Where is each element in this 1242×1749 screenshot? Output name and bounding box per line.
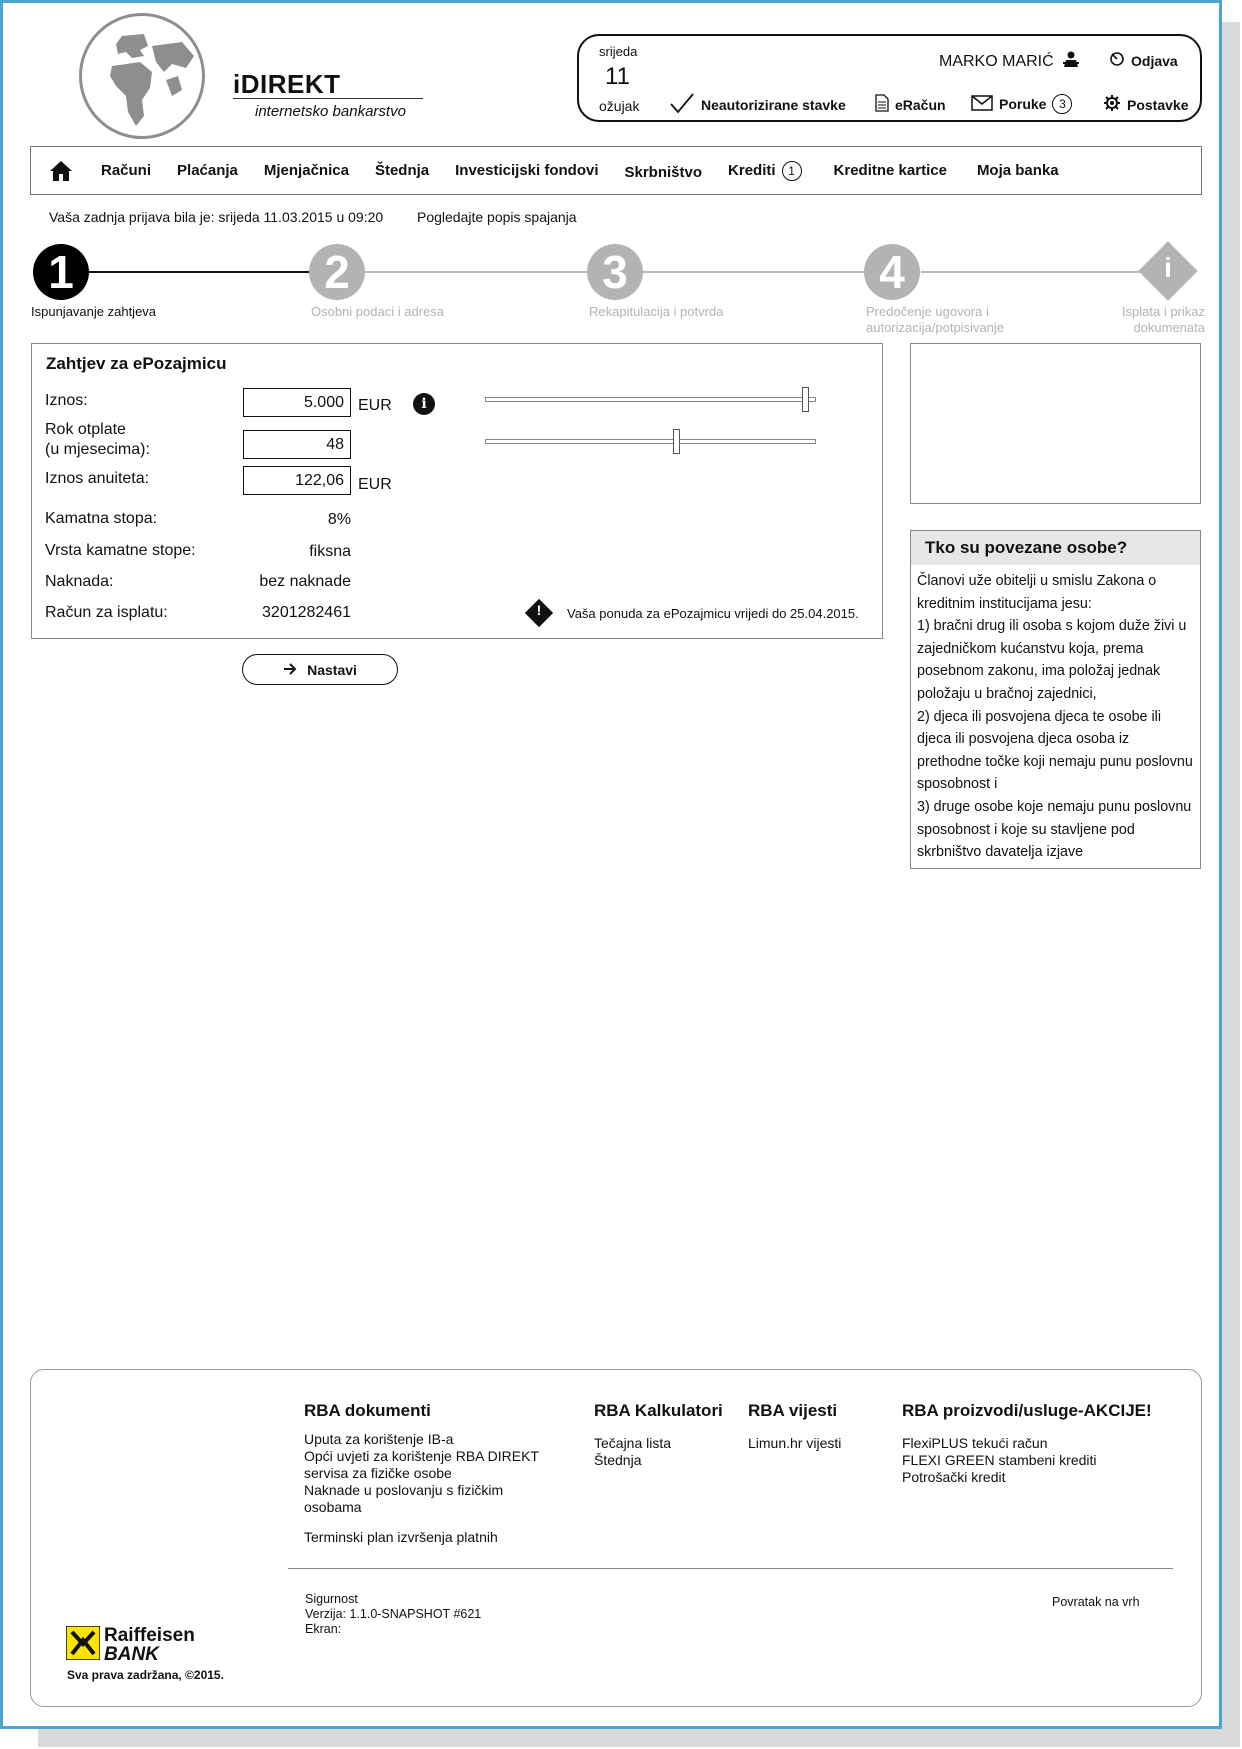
- raiffeisen-logo: [66, 1626, 195, 1665]
- ebill-label: eRačun: [895, 96, 946, 113]
- term-input[interactable]: 48: [243, 430, 351, 459]
- related-persons-box: [910, 530, 1201, 869]
- step-5-label: Isplata i prikaz dokumenata: [1121, 304, 1205, 335]
- footer-meta: [305, 1592, 481, 1637]
- related-persons-text: Članovi uže obitelji u smislu Zakona o kreditnim institucijama jesu: 1) bračni drug ili osoba s kojom duže živi u zajedničkom kućanstvu koja, prema posebnom zakonu, ima položaj jednak položaju u bračnoj zajednici, 2) djeca ili posvojena djeca te osobe ili djeca ili posvojena djeca osoba iz prethodne točke koji nemaju punu poslovnu sposobnost i 3) druge osobe koje nemaju punu poslovnu sposobnost i koje su stavljene pod skrbništvo davatelja izjave: [917, 573, 1193, 861]
- footer-documents-title: RBA dokumenti: [304, 1401, 431, 1420]
- raiffeisen-wordmark: [104, 1626, 195, 1664]
- footer-link[interactable]: Limun.hr vijesti: [748, 1435, 842, 1451]
- amount-slider-handle[interactable]: [802, 387, 809, 412]
- nav-item-investicijski-fondovi[interactable]: Investicijski fondovi: [455, 162, 599, 179]
- footer-link[interactable]: Uputa za korištenje IB-a: [304, 1431, 454, 1447]
- continue-button[interactable]: [242, 654, 398, 685]
- step-3-label: Rekapitulacija i potvrda: [589, 304, 724, 319]
- warning-exclamation-icon: !: [536, 602, 542, 618]
- raiffeisen-gable-icon: [66, 1626, 100, 1665]
- info-icon[interactable]: i: [413, 393, 435, 415]
- home-icon[interactable]: [49, 160, 73, 182]
- footer-link[interactable]: Terminski plan izvršenja platnih: [304, 1529, 498, 1545]
- envelope-icon: [971, 95, 993, 114]
- unauthorized-items-label: Neautorizirane stavke: [701, 96, 846, 113]
- checkmark-icon: [669, 92, 695, 117]
- step-1-label: Ispunjavanje zahtjeva: [31, 304, 157, 319]
- term-slider-handle[interactable]: [673, 429, 680, 454]
- step-2-label: Osobni podaci i adresa: [311, 304, 444, 319]
- footer-products-links: [902, 1435, 1097, 1486]
- footer-products-title: RBA proizvodi/usluge-AKCIJE!: [902, 1401, 1152, 1420]
- step-connector-2: [365, 271, 591, 273]
- version-info: Verzija: 1.1.0-SNAPSHOT #621: [305, 1607, 482, 1621]
- step-1-marker: 1: [33, 244, 89, 300]
- footer-link[interactable]: Štednja: [594, 1452, 642, 1468]
- day-number: 11: [605, 63, 630, 90]
- day-name: srijeda: [599, 44, 638, 59]
- rate-type-value: fiksna: [309, 543, 351, 560]
- brand-name: iDIREKT: [233, 69, 341, 99]
- bank-name-line1: Raiffeisen: [104, 1625, 195, 1646]
- ebill-button[interactable]: [875, 94, 946, 115]
- sidebar-empty-box: [910, 343, 1201, 504]
- unauthorized-items-button[interactable]: [669, 92, 846, 117]
- step-5-marker: i: [1164, 252, 1172, 283]
- rate-type-label: Vrsta kamatne stope:: [45, 542, 196, 559]
- nav-item-krediti[interactable]: [728, 161, 802, 181]
- brand-divider: [233, 98, 423, 99]
- last-login-info: Vaša zadnja prijava bila je: srijeda 11.03.2015 u 09:20: [49, 209, 384, 225]
- nav-item-mjenjacnica[interactable]: Mjenjačnica: [263, 162, 349, 179]
- footer-divider: [288, 1568, 1173, 1569]
- annuity-unit: EUR: [358, 476, 392, 493]
- globe-logo-icon: [79, 13, 205, 139]
- step-3-marker: 3: [587, 244, 643, 300]
- credits-count-badge: 1: [782, 161, 802, 181]
- power-icon: [1109, 51, 1125, 70]
- continue-label: Nastavi: [307, 661, 357, 678]
- step-2-marker: 2: [309, 244, 365, 300]
- fee-label: Naknada:: [45, 573, 114, 590]
- term-slider-track[interactable]: [485, 439, 816, 444]
- user-name-text: MARKO MARIĆ: [939, 52, 1054, 70]
- bank-name-line2: BANK: [104, 1644, 159, 1665]
- settings-label: Postavke: [1127, 96, 1189, 113]
- user-icon: [1062, 50, 1080, 73]
- footer: [30, 1369, 1202, 1707]
- messages-button[interactable]: [971, 94, 1072, 114]
- panel-title: Zahtjev za ePozajmicu: [46, 354, 227, 373]
- footer-link[interactable]: Potrošački kredit: [902, 1469, 1006, 1485]
- user-panel: [577, 34, 1202, 122]
- amount-slider-track[interactable]: [485, 397, 816, 402]
- footer-link[interactable]: Naknade u poslovanju s fizičkim osobama: [304, 1482, 504, 1515]
- back-to-top-link[interactable]: Povratak na vrh: [1052, 1595, 1140, 1609]
- nav-item-racuni[interactable]: Računi: [101, 162, 152, 179]
- term-label: [45, 420, 150, 460]
- account-value: 3201282461: [262, 604, 351, 621]
- annuity-input[interactable]: 122,06: [243, 466, 351, 495]
- nav-item-placanja[interactable]: Plaćanja: [177, 162, 238, 179]
- footer-link[interactable]: Tečajna lista: [594, 1435, 672, 1451]
- logout-button[interactable]: [1109, 51, 1178, 70]
- messages-count-badge: 3: [1052, 94, 1072, 114]
- nav-item-kreditne-kartice[interactable]: Kreditne kartice: [833, 162, 947, 179]
- footer-news-links: [748, 1435, 841, 1452]
- step-4-marker: 4: [864, 244, 920, 300]
- rate-label: Kamatna stopa:: [45, 510, 158, 527]
- user-name: [939, 50, 1080, 73]
- connections-link[interactable]: Pogledajte popis spajanja: [417, 209, 577, 225]
- main-nav: [30, 146, 1202, 195]
- screen-info: Ekran:: [305, 1622, 342, 1636]
- footer-calculators-title: RBA Kalkulatori: [594, 1401, 723, 1420]
- footer-link[interactable]: FlexiPLUS tekući račun: [902, 1435, 1048, 1451]
- footer-news-title: RBA vijesti: [748, 1401, 838, 1420]
- nav-item-stednja[interactable]: Štednja: [374, 162, 430, 179]
- gear-icon: [1103, 94, 1121, 115]
- logout-label: Odjava: [1131, 52, 1178, 69]
- nav-item-krediti-label: Krediti: [728, 162, 776, 179]
- amount-unit: EUR: [358, 397, 392, 414]
- step-connector-4: [921, 271, 1145, 273]
- messages-label: Poruke: [999, 96, 1047, 112]
- amount-input[interactable]: 5.000: [243, 388, 351, 417]
- related-persons-title: Tko su povezane osobe?: [911, 531, 1200, 565]
- account-label: Račun za isplatu:: [45, 604, 168, 621]
- loan-request-panel: [31, 343, 883, 639]
- annuity-label: Iznos anuiteta:: [45, 470, 150, 487]
- nav-item-moja-banka[interactable]: Moja banka: [976, 162, 1059, 179]
- security-link[interactable]: Sigurnost: [305, 1592, 358, 1606]
- footer-documents-links: [304, 1431, 564, 1546]
- footer-link[interactable]: Opći uvjeti za korištenje RBA DIREKT servisa za fizičke osobe: [304, 1448, 539, 1481]
- settings-button[interactable]: [1103, 94, 1188, 115]
- term-label-line1: Rok otplate: [45, 421, 126, 438]
- month-name: ožujak: [599, 98, 640, 114]
- nav-item-skrbnistvo[interactable]: Skrbništvo: [624, 164, 703, 181]
- step-connector-1: [89, 271, 313, 273]
- fee-value: bez naknade: [259, 573, 351, 590]
- footer-calculators-links: [594, 1435, 671, 1469]
- document-icon: [875, 94, 889, 115]
- step-4-label: Predočenje ugovora i autorizacija/potpisivanje: [866, 304, 1005, 335]
- step-connector-3: [643, 271, 869, 273]
- rate-value: 8%: [327, 511, 351, 528]
- footer-link[interactable]: FLEXI GREEN stambeni krediti: [902, 1452, 1097, 1468]
- term-label-line2: (u mjesecima):: [45, 441, 150, 458]
- copyright: Sva prava zadržana, ©2015.: [67, 1668, 224, 1682]
- offer-validity-note: Vaša ponuda za ePozajmicu vrijedi do 25.04.2015.: [567, 606, 859, 621]
- arrow-right-icon: [283, 662, 297, 678]
- amount-label: Iznos:: [45, 392, 88, 409]
- brand-subtitle: internetsko bankarstvo: [255, 103, 406, 120]
